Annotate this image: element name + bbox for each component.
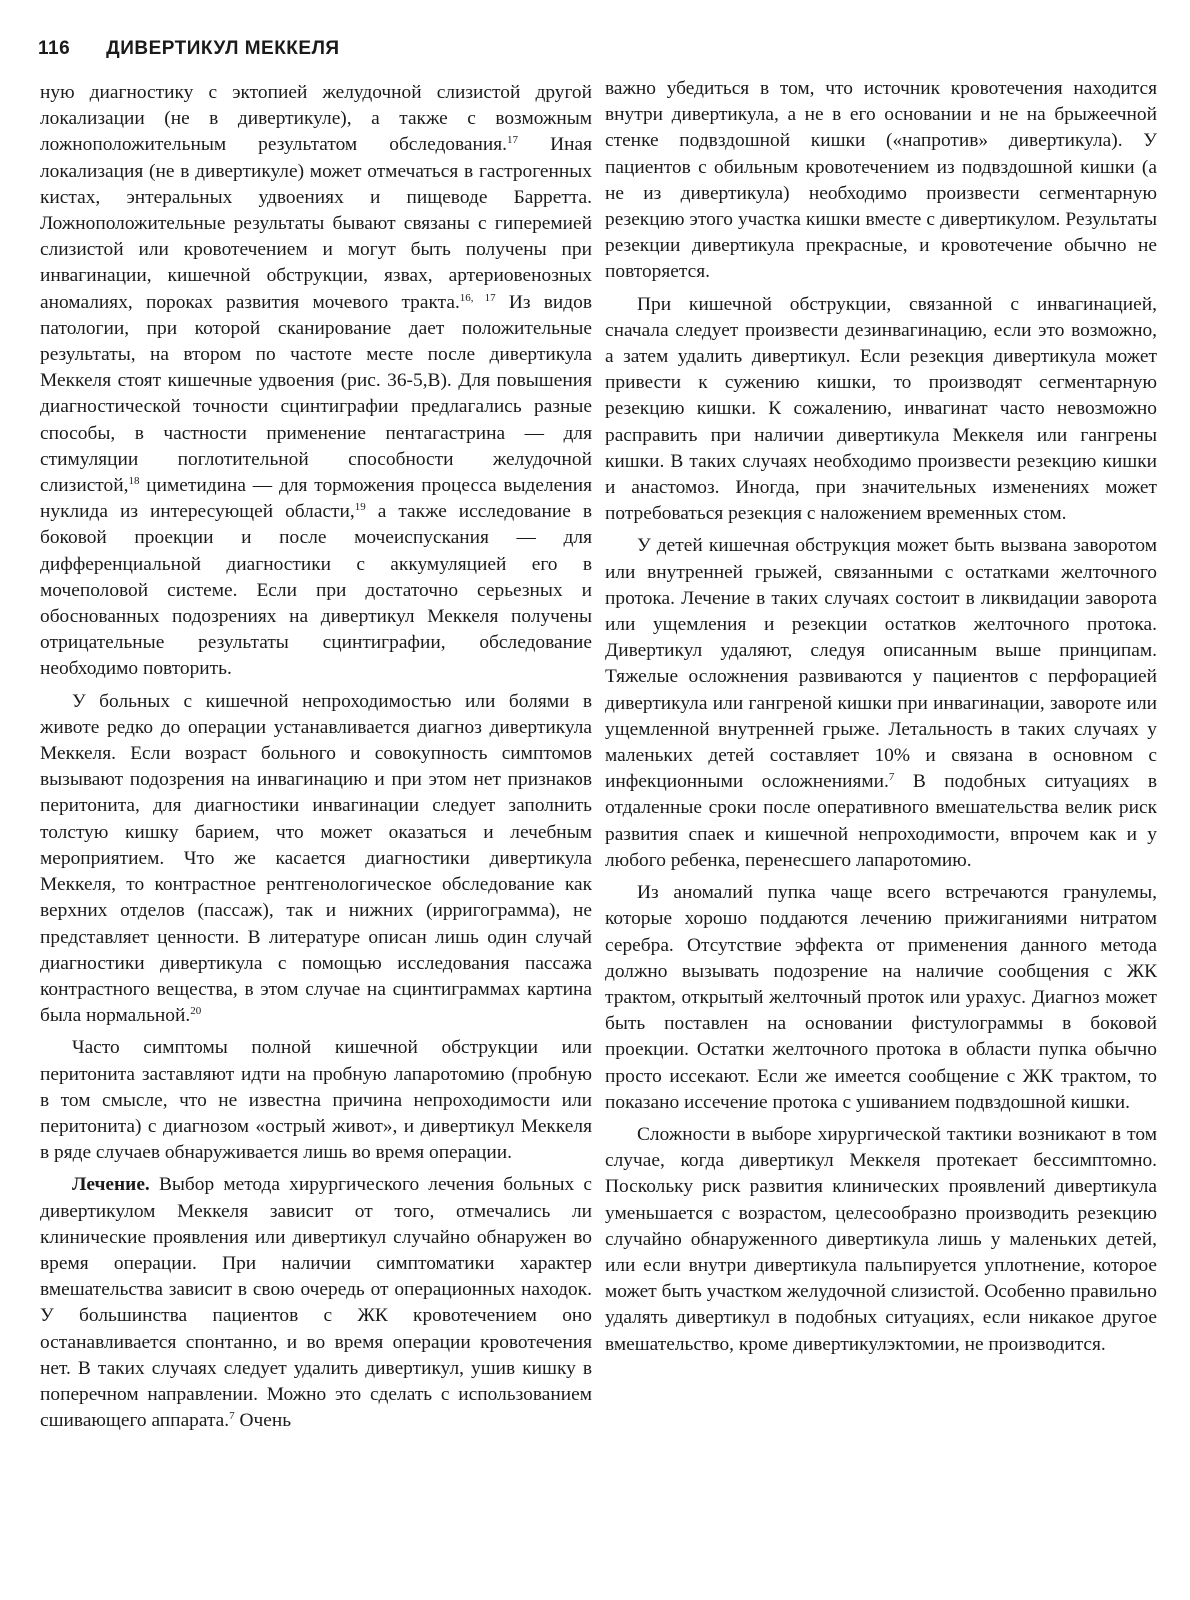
right-column [605,76,1157,1364]
paragraph-continued: важно убедиться в том, что источник кровотечения находится внутри дивертикула, а не в его основании и не на брыжеечной стенке подвздошной кишки («напротив» дивертикула). У пациентов с обильным кровотечением из подвздошной кишки (а не из дивертикула) необходимо произвести сегментарную резекцию этого участка кишки вместе с дивертикулом. Результаты резекции дивертикула прекрасные, и кровотечение обычно не повторяется. [605,78,1157,283]
paragraph [40,1172,592,1434]
paragraph: Сложности в выборе хирургической тактики возникают в том случае, когда дивертикул Меккеля протекает бессимптомно. Поскольку риск развития клинических проявлений дивертикула уменьшается с возрастом, целесообразно производить резекцию случайно обнаруженного дивертикула лишь у маленьких детей, или если внутри дивертикула пальпируется уплотнение, которое может быть участком желудочной слизистой. Особенно правильно удалять дивертикул в подобных ситуациях, если никакое другое вмешательство, кроме дивертикулэктомии, не производится. [605,1123,1157,1355]
text-segment: Очень [234,1410,292,1432]
reference-superscript: 7 [229,1410,235,1423]
reference-superscript: 20 [190,1005,202,1018]
paragraph: При кишечной обструкции, связанной с инвагинацией, сначала следует произвести дезинвагинацию, если это возможно, а затем удалить дивертикул. Если резекция дивертикула может привести к сужению кишки, то производят сегментарную резекцию кишки. К сожалению, инвагинат часто невозможно расправить при наличии дивертикула Меккеля или гангрены кишки. В таких случаях необходимо произвести резекцию кишки и анастомоз. Иногда, при значительных изменениях может потребоваться резекция с наложением временных стом. [605,293,1157,525]
section-runin-heading: Лечение. [72,1174,150,1196]
paragraph [605,533,1157,874]
paragraph [40,689,592,1030]
left-column [40,80,592,1440]
text-segment: а также исследование в боковой проекции и после мочеиспускания — для дифференциальной диагностики с аккумуляцией его в мочеполовой системе. Если при достаточно серьезных и обоснованных подозрениях на дивертикул Меккеля получены отрицательные результаты сцинтиграфии, обследование необходимо повторить. [40,501,592,680]
reference-superscript: 17 [507,134,519,147]
reference-superscript: 7 [888,771,895,784]
paragraph: Из аномалий пупка чаще всего встречаются гранулемы, которые хорошо поддаются лечению прижиганиями нитратом серебра. Отсутствие эффекта от применения данного метода должно вызывать подозрение на наличие сообщения с ЖК трактом, открытый желточный проток или урахус. Диагноз может быть поставлен на основании фистулограммы в боковой проекции. Остатки желточного протока в области пупка обычно просто иссекают. Если же имеется сообщение с ЖК трактом, то показано иссечение протока с ушиванием подвздошной кишки. [605,882,1157,1113]
chapter-title: ДИВЕРТИКУЛ МЕККЕЛЯ [106,38,340,59]
reference-superscript: 19 [354,501,366,514]
running-head [38,38,340,66]
text-segment: ную диагностику с эктопией желудочной слизистой другой локализации (не в дивертикуле), а также с возможным ложноположительным результатом обследования. [40,82,592,156]
text-segment: Иная локализация (не в дивертикуле) может отмечаться в гастрогенных кистах, энтеральных удвоениях и пищеводе Барретта. Ложноположительные результаты бывают связаны с гиперемией слизистой или кровотечением и могут быть получены при инвагинации, кишечной обструкции, язвах, артериовенозных аномалиях, пороках развития мочевого тракта. [40,134,592,313]
page-number: 116 [38,38,71,59]
paragraph: Часто симптомы полной кишечной обструкции или перитонита заставляют идти на пробную лапаротомию (пробную в том смысле, что не известна причина непроходимости или перитонита) с диагнозом «острый живот», и дивертикул Меккеля в ряде случаев обнаруживается лишь во время операции. [40,1037,592,1164]
text-segment: У детей кишечная обструкция может быть вызвана заворотом или внутренней грыжей, связанными с остатками желточного протока. Лечение в таких случаях состоит в ликвидации заворота или ущемления и резекции остатков желточного протока. Дивертикул удаляют, следуя описанным выше принципам. Тяжелые осложнения развиваются у пациентов с перфорацией дивертикула или гангреной кишки при инвагинации, завороте или ущемленной внутренней грыже. Летальность в таких случаях у маленьких детей составляет 10% и связана в основном с инфекционными осложнениями. [605,535,1157,793]
reference-superscript: 16, 17 [459,291,496,304]
paragraph-continued [40,80,592,683]
text-segment: У больных с кишечной непроходимостью или болями в животе редко до операции устанавливается диагноз дивертикула Меккеля. Если возраст больного и совокупность симптомов вызывают подозрения на инвагинацию и при этом нет признаков перитонита, для диагностики инвагинации следует заполнить толстую кишку барием, что может оказаться и лечебным мероприятием. Что же касается диагностики дивертикула Меккеля, то контрастное рентгенологическое обследование как верхних отделов (пассаж), так и нижних (ирригограмма), не представляет ценности. В литературе описан лишь один случай диагностики дивертикула с помощью исследования пассажа контрастного вещества, в этом случае на сцинтиграммах картина была нормальной. [40,690,592,1027]
text-segment: Из видов патологии, при которой сканирование дает положительные результаты, на втором по частоте месте после дивертикула Меккеля стоят кишечные удвоения (рис. 36-5,В). Для повышения диагностической точности сцинтиграфии предлагались разные способы, в частности применение пентагастрина — для стимуляции поглотительной способности желудочной слизистой, [40,291,593,497]
text-segment: циметидина — для торможения процесса выделения нуклида из интересующей области, [40,475,592,523]
text-segment: В подобных ситуациях в отдаленные сроки после оперативного вмешательства велик риск развития спаек и кишечной непроходимости, впрочем как и у любого ребенка, перенесшего лапаротомию. [605,771,1158,871]
text-segment: Выбор метода хирургического лечения больных с дивертикулом Меккеля зависит от того, отмечались ли клинические проявления или дивертикул случайно обнаружен во время операции. При наличии симптоматики характер вмешательства зависит в свою очередь от операционных находок. У большинства пациентов с ЖК кровотечением оно останавливается спонтанно, и во время операции кровотечения нет. В таких случаях следует удалить дивертикул, ушив кишку в поперечном направлении. Можно это сделать с использованием сшивающего аппарата. [40,1174,592,1432]
reference-superscript: 18 [128,475,140,488]
